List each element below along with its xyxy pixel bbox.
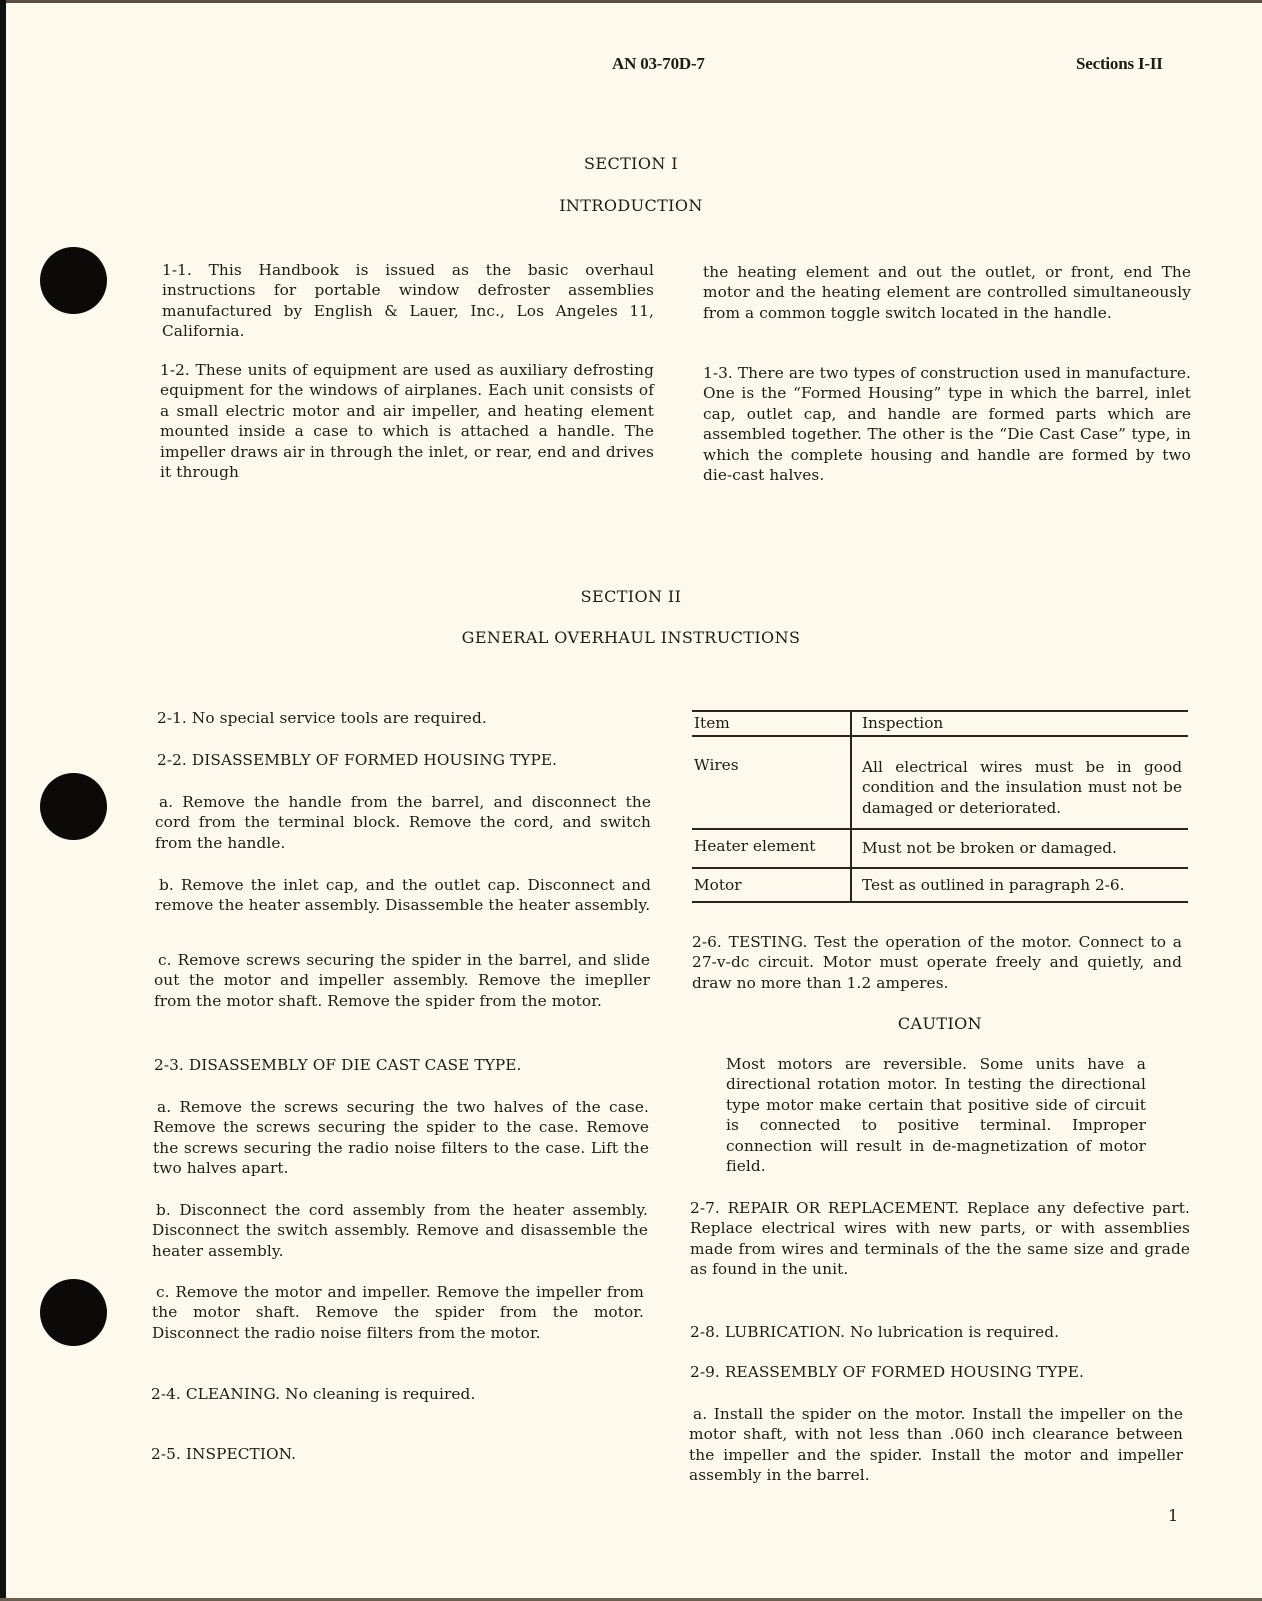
paragraph-2-1: 2-1. No special service tools are required.: [157, 709, 487, 727]
paragraph-1-1: 1-1. This Handbook is issued as the basic overhaul instructions for portable window defroster assemblies manufactured by English & Lauer, Inc., Los Angeles 11, California.: [162, 261, 654, 341]
paragraph-1-2: 1-2. These units of equipment are used as auxiliary defrosting equipment for the windows of airplanes. Each unit consists of a small electric motor and air impeller, and heating element mounted inside a case to which is attached a handle. The impeller draws air in through the inlet, or rear, end and drives it through: [160, 361, 654, 482]
column-header-item: Item: [692, 711, 851, 736]
inspection-table: [692, 710, 1188, 903]
page-binding-edge: [0, 0, 6, 1601]
cell-item: Wires: [692, 736, 851, 829]
paragraph-2-2-b: b. Remove the inlet cap, and the outlet cap. Disconnect and remove the heater assembly. Disassemble the heater assembly.: [155, 876, 651, 915]
punch-hole-icon: [40, 247, 107, 314]
table-row: [692, 868, 1188, 902]
paragraph-1-3: 1-3. There are two types of construction used in manufacture. One is the “Formed Housing” type in which the barrel, inlet cap, outlet cap, and handle are formed parts which are assembled together. The other is the “Die Cast Case” type, in which the complete housing and handle are formed by two die-cast halves.: [703, 364, 1191, 485]
table-row: [692, 736, 1188, 829]
paragraph-2-6: 2-6. TESTING. Test the operation of the motor. Connect to a 27-v-dc circuit. Motor must operate freely and quietly, and draw no more than 1.2 amperes.: [692, 933, 1182, 992]
table-header-row: [692, 711, 1188, 736]
punch-hole-icon: [40, 773, 107, 840]
caution-title: CAUTION: [897, 1014, 983, 1033]
heading-2-9: 2-9. REASSEMBLY OF FORMED HOUSING TYPE.: [690, 1363, 1084, 1381]
table-row: [692, 829, 1188, 867]
sections-label: Sections I-II: [1076, 54, 1163, 73]
document-number: AN 03-70D-7: [612, 54, 705, 73]
section-2-title: SECTION II: [580, 587, 682, 606]
cell-inspection: All electrical wires must be in good condition and the insulation must not be damaged or deteriorated.: [851, 736, 1188, 829]
cell-item: Heater element: [692, 829, 851, 867]
heading-2-5: 2-5. INSPECTION.: [151, 1445, 297, 1463]
punch-hole-icon: [40, 1279, 107, 1346]
paragraph-2-3-b: b. Disconnect the cord assembly from the heater assembly. Disconnect the switch assembly. Remove and disassemble the heater assembly.: [152, 1201, 648, 1260]
paragraph-2-2-c: c. Remove screws securing the spider in the barrel, and slide out the motor and impeller assembly. Remove the imepller from the motor shaft. Remove the spider from the motor.: [154, 951, 650, 1010]
paragraph-1-2-continued: the heating element and out the outlet, or front, end The motor and the heating element are controlled simultaneously from a common toggle switch located in the handle.: [703, 263, 1191, 322]
caution-text: Most motors are reversible. Some units have a directional rotation motor. In testing the directional type motor make certain that positive side of circuit is connected to positive terminal. Improper connection will result in de-magnetization of motor field.: [726, 1055, 1146, 1176]
cell-item: Motor: [692, 868, 851, 902]
paragraph-2-7: 2-7. REPAIR OR REPLACEMENT. Replace any defective part. Replace electrical wires with new parts, or with assemblies made from wires and terminals of the the same size and grade as found in the unit.: [690, 1199, 1190, 1279]
cell-inspection: Must not be broken or damaged.: [851, 829, 1188, 867]
heading-2-2: 2-2. DISASSEMBLY OF FORMED HOUSING TYPE.: [157, 751, 558, 769]
paragraph-2-4: 2-4. CLEANING. No cleaning is required.: [151, 1385, 476, 1403]
section-1-subtitle: INTRODUCTION: [559, 196, 703, 215]
section-2-subtitle: GENERAL OVERHAUL INSTRUCTIONS: [461, 628, 801, 647]
paragraph-2-3-c: c. Remove the motor and impeller. Remove the impeller from the motor shaft. Remove the spider from the motor. Disconnect the radio noise filters from the motor.: [152, 1283, 644, 1342]
paragraph-2-9-a: a. Install the spider on the motor. Install the impeller on the motor shaft, with not less than .060 inch clearance between the impeller and the spider. Install the motor and impeller assembly in the barrel.: [689, 1405, 1183, 1485]
cell-inspection: Test as outlined in paragraph 2-6.: [851, 868, 1188, 902]
page-top-edge: [0, 0, 1262, 3]
paragraph-2-2-a: a. Remove the handle from the barrel, and disconnect the cord from the terminal block. Remove the cord, and switch from the handle.: [155, 793, 651, 852]
heading-2-3: 2-3. DISASSEMBLY OF DIE CAST CASE TYPE.: [154, 1056, 522, 1074]
page-number: 1: [1168, 1506, 1179, 1525]
column-header-inspection: Inspection: [851, 711, 1188, 736]
section-1-title: SECTION I: [584, 154, 678, 173]
paragraph-2-8: 2-8. LUBRICATION. No lubrication is required.: [690, 1323, 1060, 1341]
paragraph-2-3-a: a. Remove the screws securing the two halves of the case. Remove the screws securing the spider to the case. Remove the screws securing the radio noise filters to the case. Lift the two halves apart.: [153, 1098, 649, 1178]
